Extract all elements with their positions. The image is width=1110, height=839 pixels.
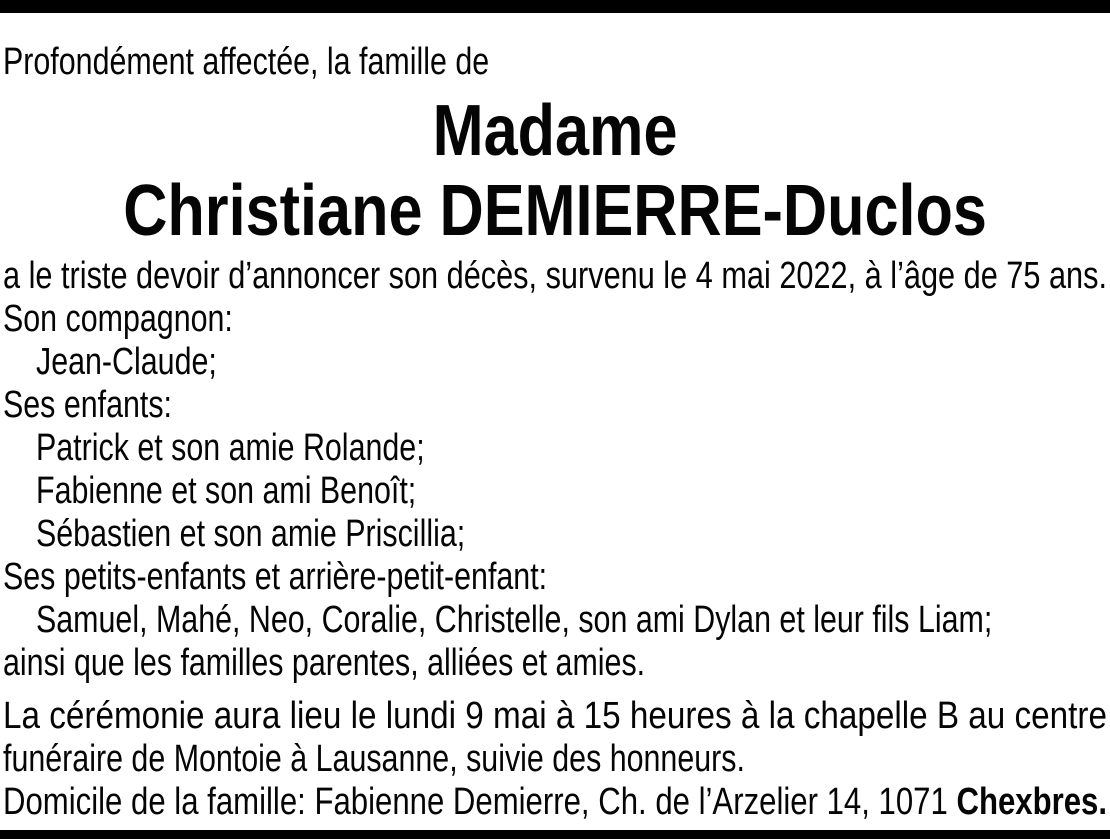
honorific-text: Madame xyxy=(432,91,678,171)
deceased-name-text: Christiane DEMIERRE-Duclos xyxy=(123,171,987,251)
announcement-text: a le triste devoir d’annoncer son décès, survenu le 4 mai 2022, à l’âge de 75 ans. xyxy=(3,255,1107,297)
intro-text: Profondément affectée, la famille de xyxy=(3,41,490,83)
deceased-honorific xyxy=(3,91,1107,171)
family-line-child-1: Patrick et son amie Rolande; xyxy=(36,427,425,469)
family-line-other-families: ainsi que les familles parentes, alliées et amies. xyxy=(3,642,646,684)
obituary-notice xyxy=(0,13,1110,824)
family-line-children-label: Ses enfants: xyxy=(3,384,172,426)
announcement-line xyxy=(3,255,1107,298)
intro-line xyxy=(3,39,1107,85)
deceased-name xyxy=(3,171,1107,251)
domicile-text: Domicile de la famille: Fabienne Demierre, Ch. de l’Arzelier 14, 1071 xyxy=(3,781,957,823)
top-border-bar xyxy=(0,0,1110,13)
deceased-title-block xyxy=(3,91,1107,251)
family-line-companion: Jean-Claude; xyxy=(36,341,217,383)
ceremony-line-2: funéraire de Montoie à Lausanne, suivie des honneurs. xyxy=(3,738,745,780)
domicile-line xyxy=(3,781,1107,824)
family-line-child-3: Sébastien et son amie Priscillia; xyxy=(36,513,466,555)
bottom-border-bar xyxy=(0,830,1110,839)
family-line-grandchildren-label: Ses petits-enfants et arrière-petit-enfant: xyxy=(3,556,548,598)
family-line-companion-label: Son compagnon: xyxy=(3,298,233,340)
family-line-grandchildren: Samuel, Mahé, Neo, Coralie, Christelle, son ami Dylan et leur fils Liam; xyxy=(36,599,993,641)
ceremony-line-1: La cérémonie aura lieu le lundi 9 mai à 15 heures à la chapelle B au centre xyxy=(3,695,1107,737)
family-line-child-2: Fabienne et son ami Benoît; xyxy=(36,470,417,512)
domicile-locality: Chexbres. xyxy=(956,781,1107,823)
